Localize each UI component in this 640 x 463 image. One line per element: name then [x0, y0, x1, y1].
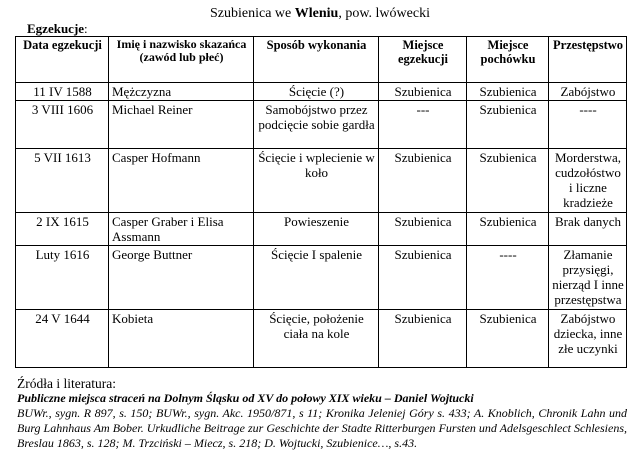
- cell-execution-place: Szubienica: [379, 83, 467, 101]
- cell-date: Luty 1616: [16, 246, 109, 310]
- cell-date: 11 IV 1588: [16, 83, 109, 101]
- cell-execution-place: ---: [379, 101, 467, 149]
- title-suffix: , pow. lwówecki: [338, 6, 430, 21]
- cell-execution-place: Szubienica: [379, 149, 467, 213]
- table-row: [16, 101, 627, 149]
- cell-execution-place: Szubienica: [379, 246, 467, 310]
- table-row: [16, 213, 627, 246]
- cell-name: Kobieta: [109, 310, 254, 368]
- sources-section: [17, 376, 627, 451]
- cell-method: Ścięcie, położenie ciała na kole: [254, 310, 379, 368]
- cell-date: 2 IX 1615: [16, 213, 109, 246]
- cell-method: Ścięcie i wplecienie w koło: [254, 149, 379, 213]
- cell-execution-place: Szubienica: [379, 310, 467, 368]
- cell-crime: Złamanie przysięgi, nierząd I inne przestępstwa: [549, 246, 627, 310]
- cell-burial-place: Szubienica: [467, 149, 549, 213]
- cell-method: Samobójstwo przez podcięcie sobie gardła: [254, 101, 379, 149]
- cell-method: Ścięcie I spalenie: [254, 246, 379, 310]
- cell-crime: ----: [549, 101, 627, 149]
- section-label-colon: :: [84, 21, 88, 36]
- page-title: [0, 5, 640, 23]
- cell-burial-place: Szubienica: [467, 310, 549, 368]
- table-header-row: [16, 37, 627, 83]
- sources-heading: Źródła i literatura:: [17, 376, 116, 391]
- cell-burial-place: Szubienica: [467, 101, 549, 149]
- executions-table: [15, 36, 627, 368]
- cell-name: Casper Graber i Elisa Assmann: [109, 213, 254, 246]
- cell-name: Michael Reiner: [109, 101, 254, 149]
- cell-crime: Zabójstwo: [549, 83, 627, 101]
- header-execution-place: Miejsce egzekucji: [379, 37, 467, 83]
- cell-crime: Brak danych: [549, 213, 627, 246]
- cell-burial-place: ----: [467, 246, 549, 310]
- header-burial-place: Miejsce pochówku: [467, 37, 549, 83]
- cell-name: Casper Hofmann: [109, 149, 254, 213]
- main-source: Publiczne miejsca straceń na Dolnym Śląsku od XV do połowy XIX wieku – Daniel Wojtucki: [17, 391, 474, 405]
- cell-name: George Buttner: [109, 246, 254, 310]
- table-row: [16, 246, 627, 310]
- cell-method: Ścięcie (?): [254, 83, 379, 101]
- header-date: Data egzekucji: [16, 37, 109, 83]
- cell-method: Powieszenie: [254, 213, 379, 246]
- title-place: Wleniu: [294, 6, 339, 21]
- cell-date: 5 VII 1613: [16, 149, 109, 213]
- cell-date: 3 VIII 1606: [16, 101, 109, 149]
- references-text: BUWr., sygn. R 897, s. 150; BUWr., sygn. Akc. 1950/871, s 11; Kronika Jeleniej Góry s. 433; A. Knoblich, Chronik Lahn und Burg Lahnhaus Am Bober. Urkudliche Beitrage zur Geschichte der Stadte Ritterburgen Fursten und Adelsgeschlect Schlesiens, Breslau 1863, s. 128; M. Trzciński – Miecz, s. 218; D. Wojtucki, Szubienice…, s.43.: [17, 406, 627, 450]
- cell-date: 24 V 1644: [16, 310, 109, 368]
- section-label: [27, 21, 88, 37]
- cell-crime: Morderstwa, cudzołóstwo i liczne kradzieże: [549, 149, 627, 213]
- title-prefix: Szubienica we: [210, 6, 295, 21]
- cell-execution-place: Szubienica: [379, 213, 467, 246]
- header-crime: Przestępstwo: [549, 37, 627, 83]
- section-label-text: Egzekucje: [27, 21, 85, 36]
- table-row: [16, 310, 627, 368]
- table-row: [16, 83, 627, 101]
- cell-name: Mężczyzna: [109, 83, 254, 101]
- header-method: Sposób wykonania: [254, 37, 379, 83]
- cell-crime: Zabójstwo dziecka, inne złe uczynki: [549, 310, 627, 368]
- header-name: Imię i nazwisko skazańca (zawód lub płeć): [109, 37, 254, 83]
- cell-burial-place: Szubienica: [467, 83, 549, 101]
- cell-burial-place: Szubienica: [467, 213, 549, 246]
- table-row: [16, 149, 627, 213]
